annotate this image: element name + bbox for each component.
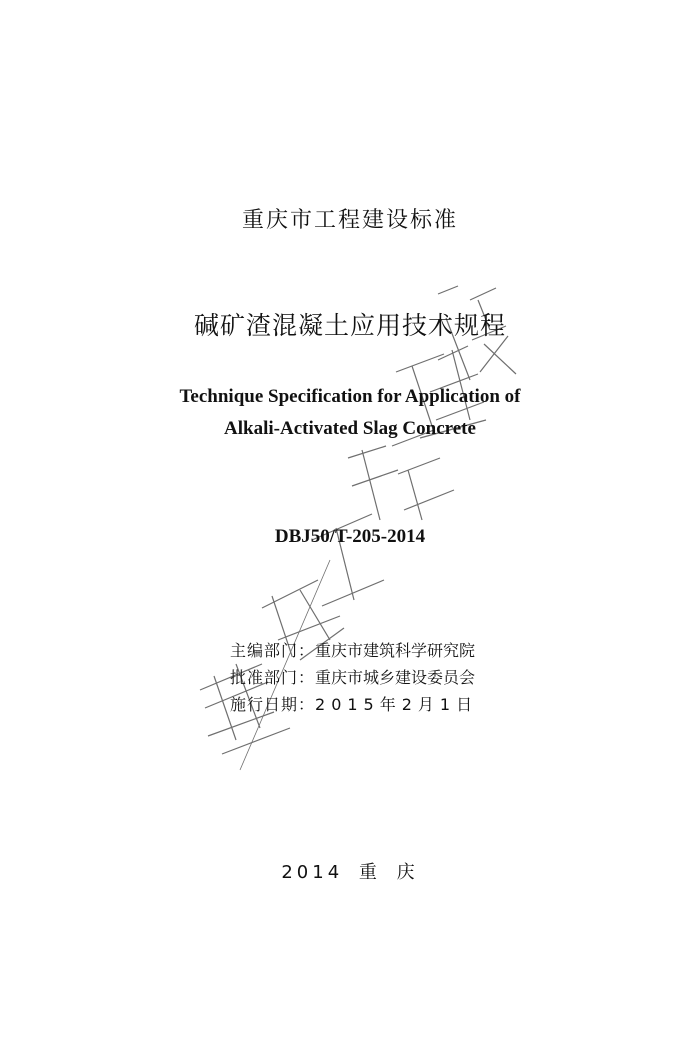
effective-date-value: 2015年2月1日 bbox=[315, 695, 479, 714]
publication-year-place: 2014 重 庆 bbox=[281, 862, 419, 883]
publication-info bbox=[230, 637, 550, 718]
approver-value: 重庆市城乡建设委员会 bbox=[315, 668, 476, 687]
approver-label: 批准部门： bbox=[230, 668, 316, 687]
info-row-editor bbox=[230, 637, 550, 664]
title-en-line-1: Technique Specification for Application of bbox=[179, 386, 521, 407]
effective-date-label: 施行日期： bbox=[230, 695, 316, 714]
title-en-line-2: Alkali-Activated Slag Concrete bbox=[224, 418, 476, 439]
document-title-english bbox=[0, 381, 700, 445]
editor-label: 主编部门： bbox=[230, 641, 316, 660]
standard-series-title: 重庆市工程建设标准 bbox=[241, 208, 458, 233]
standard-number: DBJ50/T-205-2014 bbox=[274, 526, 426, 547]
info-row-effective-date bbox=[230, 691, 550, 718]
info-row-approver bbox=[230, 664, 550, 691]
editor-value: 重庆市建筑科学研究院 bbox=[315, 641, 476, 660]
document-title-chinese: 碱矿渣混凝土应用技术规程 bbox=[193, 311, 506, 340]
